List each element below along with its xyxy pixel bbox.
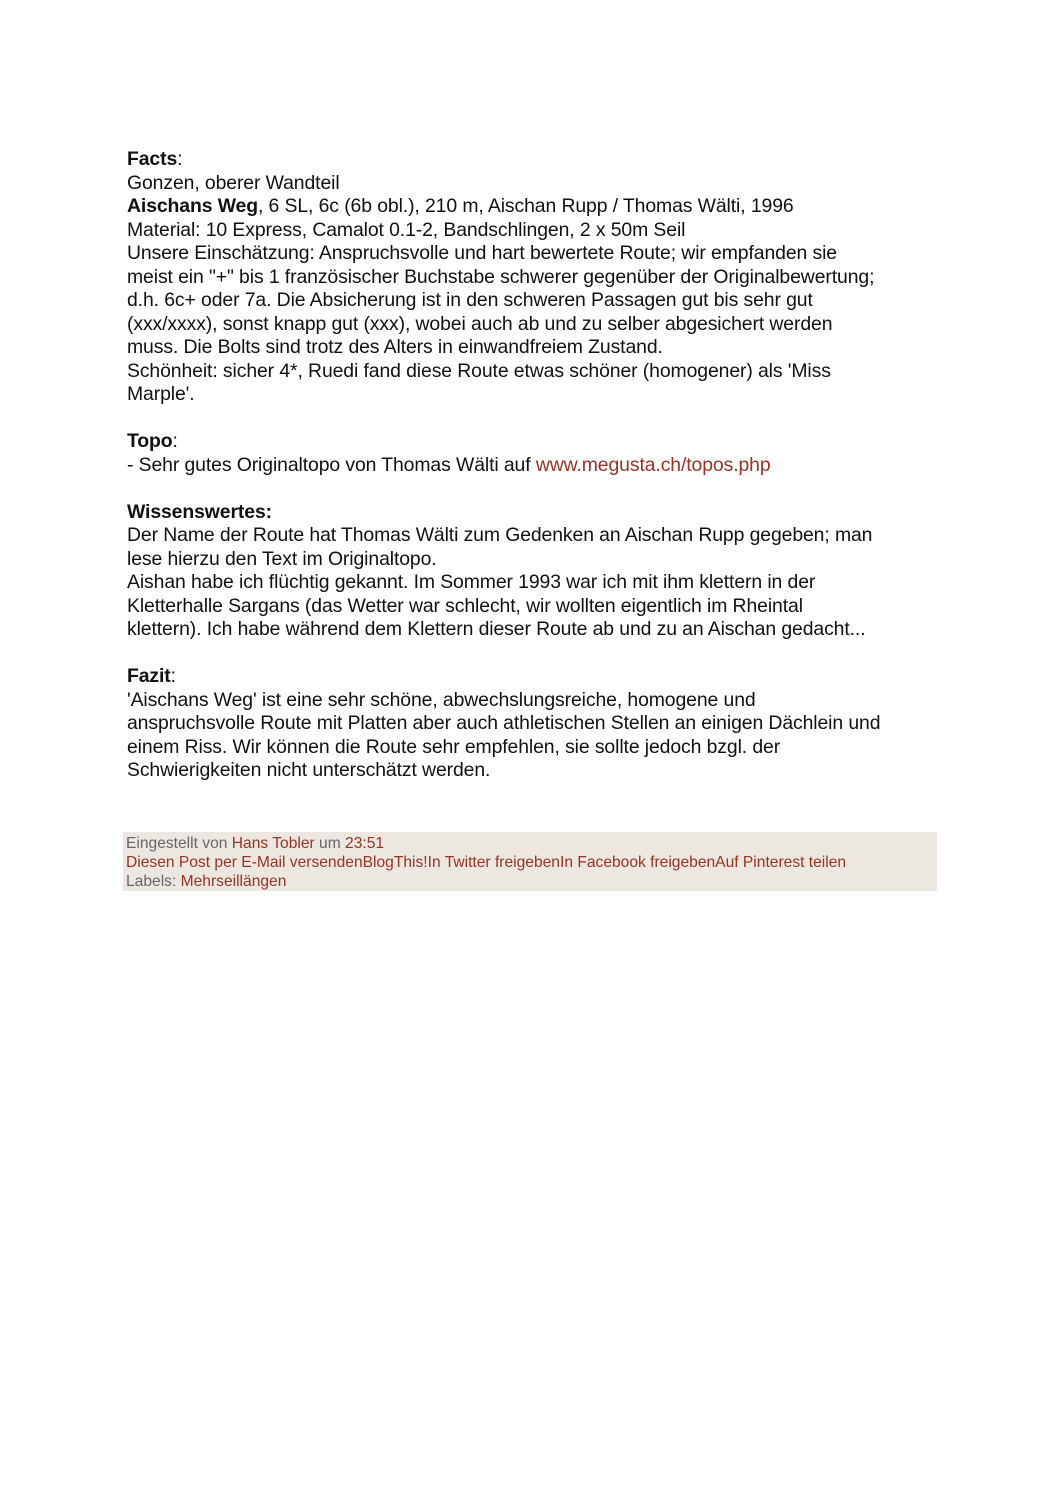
labels-line: Labels: Mehrseillängen — [126, 873, 287, 890]
route-name: Aischans Weg — [127, 195, 258, 217]
post-author-line: Eingestellt von Hans Tobler um 23:51 — [126, 835, 385, 852]
facts-material: Material: 10 Express, Camalot 0.1-2, Bandschlingen, 2 x 50m Seil — [127, 218, 686, 241]
label-link[interactable]: Mehrseillängen — [180, 873, 287, 890]
facts-location: Gonzen, oberer Wandteil — [127, 171, 340, 194]
fazit-heading-line: Fazit: — [127, 665, 176, 687]
spacer — [127, 407, 947, 431]
share-twitter-link[interactable]: In Twitter freigeben — [427, 854, 560, 871]
fazit-line: 'Aischans Weg' ist eine sehr schöne, abwechslungsreiche, homogene und — [127, 688, 756, 711]
timestamp-link[interactable]: 23:51 — [345, 835, 385, 852]
wissenswertes-heading: Wissenswertes: — [127, 500, 272, 523]
facts-heading-line: Facts: — [127, 148, 183, 170]
share-links — [126, 853, 937, 872]
wissenswertes-line: Kletterhalle Sargans (das Wetter war schlecht, wir wollten eigentlich im Rheintal — [127, 594, 803, 617]
assessment-line: muss. Die Bolts sind trotz des Alters in einwandfreiem Zustand. — [127, 336, 663, 358]
fazit-line: Schwierigkeiten nicht unterschätzt werden. — [127, 759, 491, 781]
share-pinterest-link[interactable]: Auf Pinterest teilen — [715, 854, 847, 871]
beauty-line: Marple'. — [127, 383, 195, 405]
facts-heading: Facts — [127, 148, 178, 170]
topo-heading-line: Topo: — [127, 430, 178, 452]
assessment-line: meist ein "+" bis 1 französischer Buchstabe schwerer gegenüber der Originalbewertung; — [127, 265, 875, 288]
share-email-link[interactable]: Diesen Post per E-Mail versenden — [126, 854, 363, 871]
assessment-line: Unsere Einschätzung: Anspruchsvolle und hart bewertete Route; wir empfanden sie — [127, 242, 837, 264]
facts-route-line — [127, 195, 947, 219]
fazit-line: einem Riss. Wir können die Route sehr empfehlen, sie sollte jedoch bzgl. der — [127, 735, 781, 758]
topo-heading: Topo — [127, 430, 173, 452]
wissenswertes-line: Der Name der Route hat Thomas Wälti zum Gedenken an Aischan Rupp gegeben; man — [127, 524, 873, 546]
blog-post-body — [127, 148, 947, 783]
spacer — [127, 477, 947, 501]
beauty-line: Schönheit: sicher 4*, Ruedi fand diese Route etwas schöner (homogener) als 'Miss — [127, 359, 831, 382]
wissenswertes-heading-line — [127, 501, 947, 525]
post-footer — [123, 832, 937, 891]
wissenswertes-line: klettern). Ich habe während dem Klettern dieser Route ab und zu an Aischan gedacht... — [127, 618, 866, 640]
topo-link[interactable]: www.megusta.ch/topos.php — [535, 453, 771, 476]
wissenswertes-line: Aishan habe ich flüchtig gekannt. Im Sommer 1993 war ich mit ihm klettern in der — [127, 571, 816, 593]
author-link[interactable]: Hans Tobler — [231, 835, 315, 852]
fazit-heading: Fazit — [127, 665, 171, 687]
fazit-line: anspruchsvolle Route mit Platten aber auch athletischen Stellen an einigen Dächlein und — [127, 712, 881, 734]
topo-text: - Sehr gutes Originaltopo von Thomas Wälti auf — [127, 453, 536, 476]
spacer — [127, 642, 947, 666]
share-facebook-link[interactable]: In Facebook freigeben — [559, 854, 716, 871]
assessment-line: (xxx/xxxx), sonst knapp gut (xxx), wobei auch ab und zu selber abgesichert werden — [127, 312, 833, 335]
route-details: , 6 SL, 6c (6b obl.), 210 m, Aischan Rupp / Thomas Wälti, 1996 — [257, 195, 794, 217]
topo-line — [127, 454, 947, 478]
share-blogthis-link[interactable]: BlogThis! — [362, 854, 428, 871]
assessment-line: d.h. 6c+ oder 7a. Die Absicherung ist in den schweren Passagen gut bis sehr gut — [127, 289, 813, 311]
wissenswertes-line: lese hierzu den Text im Originaltopo. — [127, 547, 437, 570]
